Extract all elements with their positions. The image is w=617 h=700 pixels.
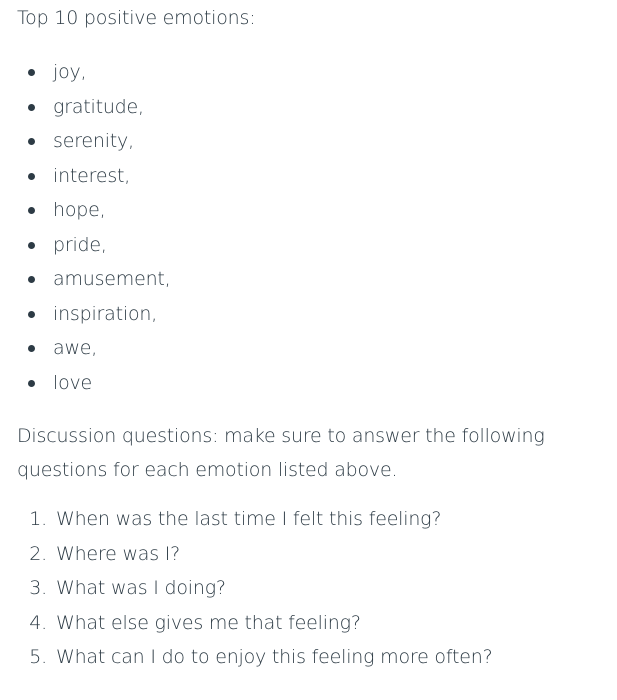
question-text: What was I doing? — [56, 577, 226, 599]
emotion-label: interest, — [53, 164, 131, 187]
list-item — [17, 297, 617, 332]
list-item — [17, 90, 617, 125]
bullet-icon — [28, 138, 35, 145]
bullet-icon — [28, 380, 35, 387]
list-item — [17, 159, 617, 194]
question-text: When was the last time I felt this feeling? — [56, 508, 442, 530]
list-item — [17, 331, 617, 366]
question-number: 5. — [29, 646, 47, 668]
list-item — [17, 571, 617, 606]
list-item — [17, 640, 617, 675]
list-item — [17, 193, 617, 228]
emotion-label: awe, — [53, 337, 98, 359]
list-item — [17, 228, 617, 263]
list-item — [17, 366, 617, 401]
list-item — [17, 502, 617, 537]
question-number: 1. — [29, 508, 47, 530]
bullet-icon — [28, 242, 35, 249]
emotion-label: gratitude, — [53, 95, 144, 118]
bullet-icon — [28, 276, 35, 283]
question-list — [17, 502, 617, 675]
list-item — [17, 537, 617, 572]
emotion-label: hope, — [53, 199, 106, 221]
question-text: Where was I? — [56, 542, 181, 565]
list-item — [17, 606, 617, 641]
bullet-icon — [28, 173, 35, 180]
bullet-icon — [28, 311, 35, 318]
question-text: What else gives me that feeling? — [56, 611, 361, 634]
bullet-icon — [28, 207, 35, 214]
emotions-heading: Top 10 positive emotions: — [17, 7, 256, 29]
emotion-label: inspiration, — [53, 302, 158, 325]
question-text: What can I do to enjoy this feeling more often? — [56, 646, 493, 668]
discussion-instructions: Discussion questions: make sure to answer the following questions for each emotion listed above. — [17, 425, 545, 481]
emotion-list — [17, 55, 617, 400]
list-item — [17, 262, 617, 297]
emotion-label: serenity, — [53, 130, 134, 152]
question-number: 2. — [29, 542, 47, 565]
list-item — [17, 55, 617, 90]
emotion-label: pride, — [53, 233, 107, 256]
emotion-label: joy, — [53, 61, 87, 83]
emotion-label: love — [53, 371, 93, 394]
bullet-icon — [28, 345, 35, 352]
question-number: 3. — [29, 577, 47, 599]
list-item — [17, 124, 617, 159]
bullet-icon — [28, 104, 35, 111]
question-number: 4. — [29, 611, 47, 634]
emotion-label: amusement, — [53, 268, 171, 290]
bullet-icon — [28, 69, 35, 76]
